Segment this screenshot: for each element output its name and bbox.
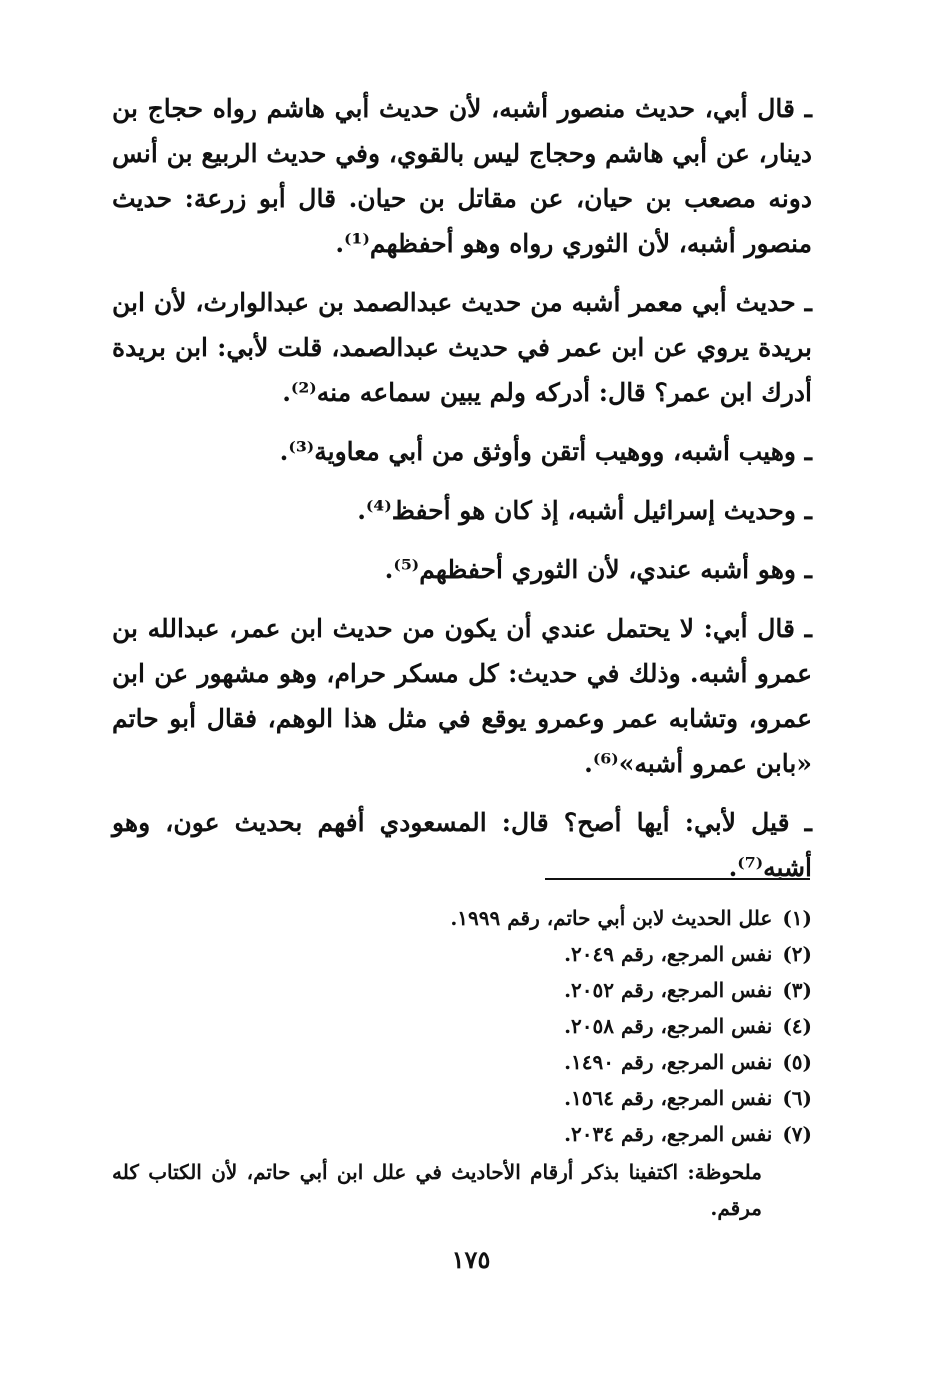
- footnote-2: [112, 936, 812, 972]
- footnote-6: [112, 1080, 812, 1116]
- paragraph-2: ـ حديث أبي معمر أشبه من حديث عبدالصمد بن عبدالوارث، لأن ابن بريدة يروي عن ابن عمر في حديث عبدالصمد، قلت لأبي: ابن بريدة أدرك ابن عمر؟ قال: أدركه ولم يبين سماعه منه⁽²⁾.: [112, 288, 812, 407]
- footnote-number: (١): [782, 906, 812, 930]
- footnote-7: [112, 1116, 812, 1152]
- footnote-number: (٧): [782, 1122, 812, 1146]
- footnote-text: نفس المرجع، رقم ٢٠٤٩.: [564, 942, 773, 966]
- footnote-number: (٥): [782, 1050, 812, 1074]
- paragraph-7: ـ قيل لأبي: أيها أصح؟ قال: المسعودي أفهم بحديث عون، وهو أشبه⁽⁷⁾.: [112, 808, 812, 882]
- main-text: [112, 86, 812, 904]
- paragraph-1: ـ قال أبي، حديث منصور أشبه، لأن حديث أبي هاشم رواه حجاج بن دينار، عن أبي هاشم وحجاج ليس بالقوي، وفي حديث الربيع بن أنس دونه مصعب بن حيان، عن مقاتل بن حيان. قال أبو زرعة: حديث منصور أشبه، لأن الثوري رواه وهو أحفظهم⁽¹⁾.: [112, 94, 812, 258]
- footnote-1: [112, 900, 812, 936]
- paragraph-5: ـ وهو أشبه عندي، لأن الثوري أحفظهم⁽⁵⁾.: [384, 555, 812, 584]
- footnote-text: نفس المرجع، رقم ١٥٦٤.: [564, 1086, 773, 1110]
- footnote-number: (٦): [782, 1086, 812, 1110]
- footnotes: [112, 900, 812, 1226]
- editorial-note: ملحوظة: اكتفينا بذكر أرقام الأحاديث في علل ابن أبي حاتم، لأن الكتاب كله مرقم.: [112, 1160, 762, 1220]
- footnote-3: [112, 972, 812, 1008]
- paragraph-3: ـ وهيب أشبه، ووهيب أتقن وأوثق من أبي معاوية⁽³⁾.: [279, 437, 812, 466]
- footnote-5: [112, 1044, 812, 1080]
- paragraph-6: ـ قال أبي: لا يحتمل عندي أن يكون من حديث ابن عمر، عبدالله بن عمرو أشبه. وذلك في حديث: كل مسكر حرام، وهو مشهور عن ابن عمرو، وتشابه عمر وعمرو يوقع في مثل هذا الوهم، فقال أبو حاتم «بابن عمرو أشبه»⁽⁶⁾.: [112, 614, 812, 778]
- footnote-number: (٣): [782, 978, 812, 1002]
- footnote-4: [112, 1008, 812, 1044]
- footnote-text: نفس المرجع، رقم ٢٠٥٢.: [564, 978, 773, 1002]
- footnote-text: نفس المرجع، رقم ٢٠٥٨.: [564, 1014, 773, 1038]
- page-number: ١٧٥: [451, 1245, 491, 1274]
- footnote-text: علل الحديث لابن أبي حاتم، رقم ١٩٩٩.: [450, 906, 773, 930]
- footnote-number: (٤): [782, 1014, 812, 1038]
- paragraph-4: ـ وحديث إسرائيل أشبه، إذ كان هو أحفظ⁽⁴⁾.: [357, 496, 812, 525]
- footnote-number: (٢): [782, 942, 812, 966]
- footnote-text: نفس المرجع، رقم ٢٠٣٤.: [564, 1122, 773, 1146]
- footnote-text: نفس المرجع، رقم ١٤٩٠.: [564, 1050, 773, 1074]
- footnote-divider: [545, 878, 810, 880]
